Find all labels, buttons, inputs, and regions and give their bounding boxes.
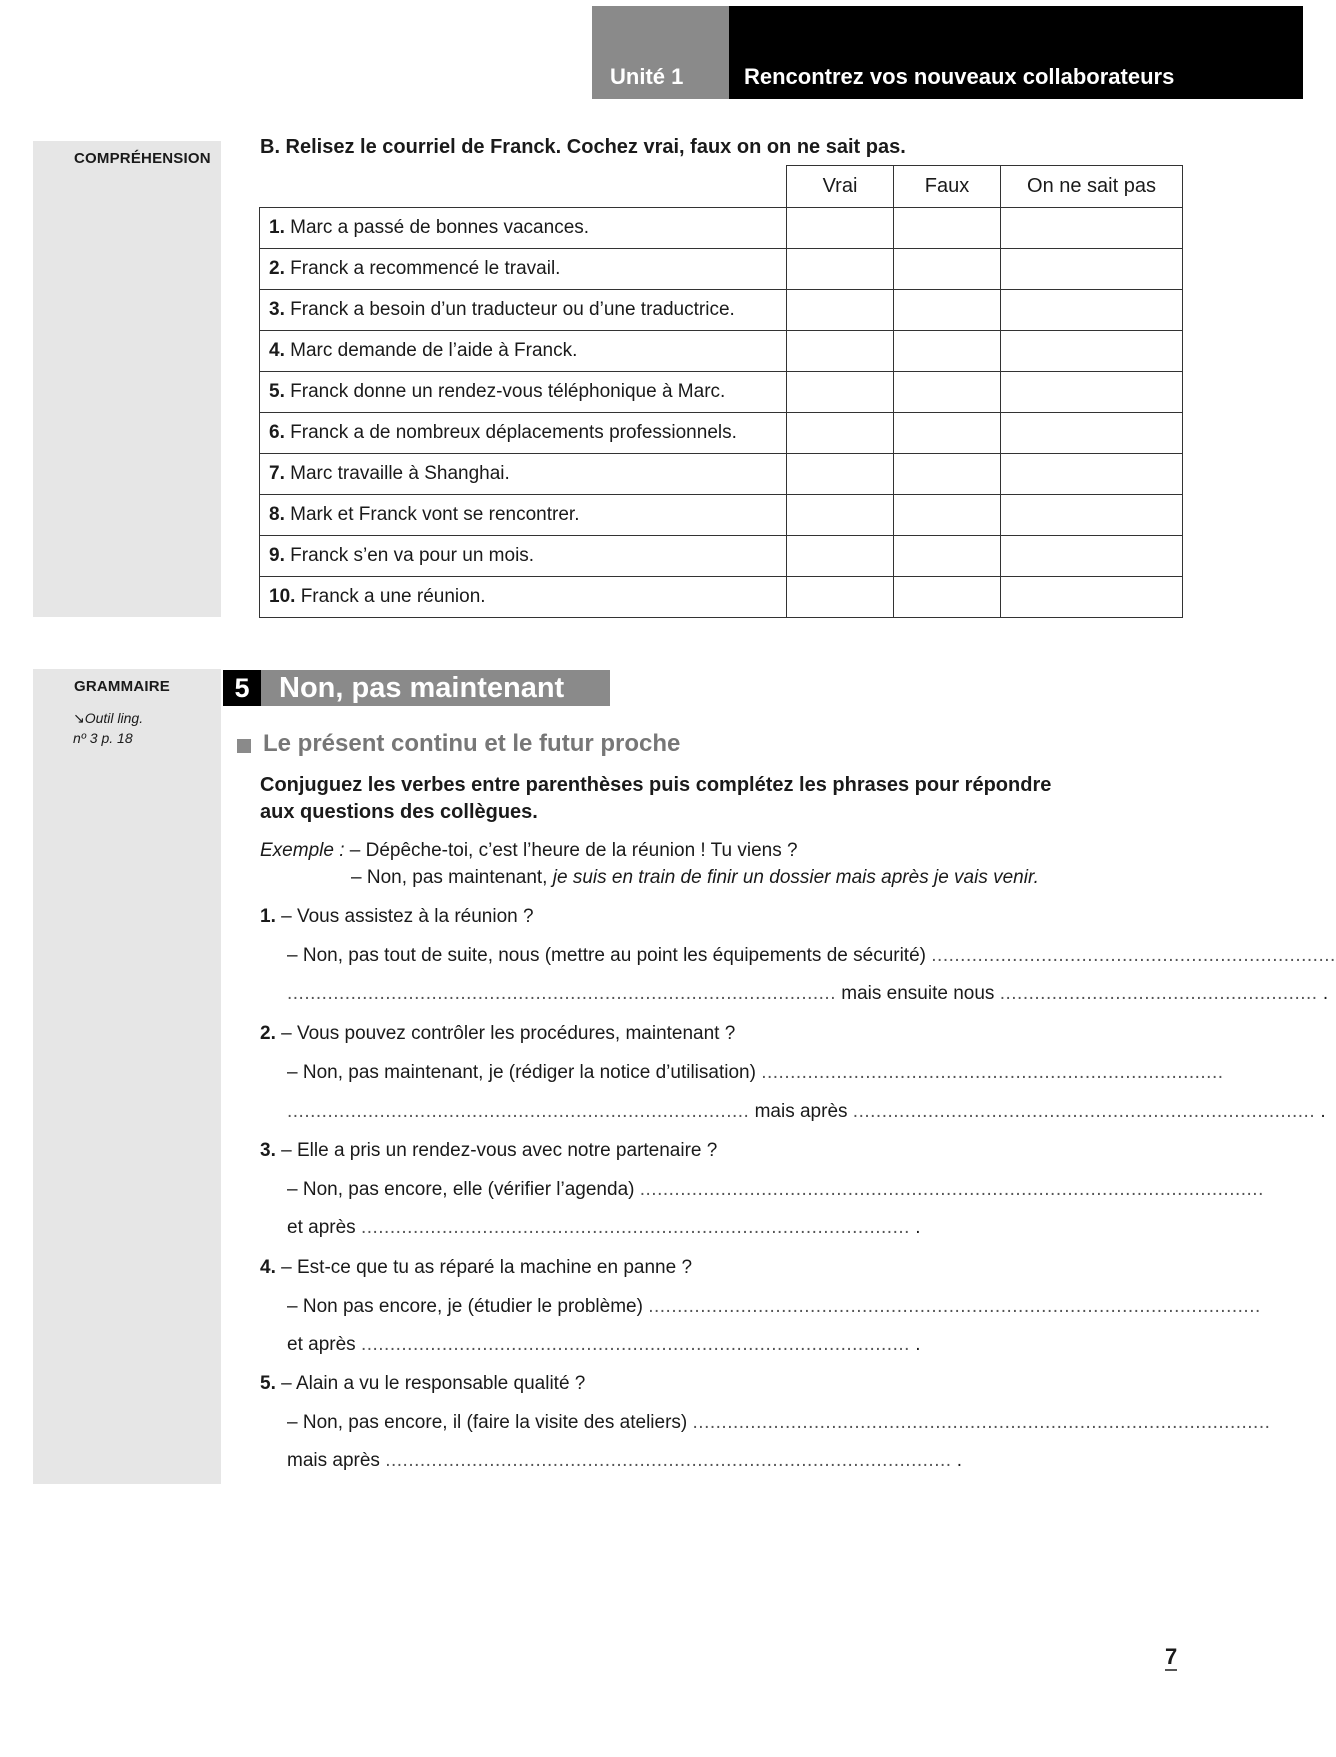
statement-text: Franck a besoin d’un traducteur ou d’une traductrice. bbox=[290, 299, 735, 320]
checkbox-cell-faux[interactable] bbox=[894, 331, 1001, 372]
question-text: – Est-ce que tu as réparé la machine en panne ? bbox=[281, 1257, 693, 1278]
checkbox-cell-vrai[interactable] bbox=[787, 331, 894, 372]
example-line-1 bbox=[260, 840, 798, 862]
checkbox-cell-faux[interactable] bbox=[894, 372, 1001, 413]
statement-number: 1. bbox=[269, 217, 285, 238]
grammaire-sidebar bbox=[33, 669, 221, 1484]
checkbox-cell-faux[interactable] bbox=[894, 536, 1001, 577]
checkbox-cell-vrai[interactable] bbox=[787, 290, 894, 331]
exercise-question bbox=[260, 1140, 717, 1162]
checkbox-cell-faux[interactable] bbox=[894, 249, 1001, 290]
checkbox-cell-on-ne-sait-pas[interactable] bbox=[1001, 454, 1183, 495]
answer-blank[interactable]: .................................................................................................... bbox=[692, 1412, 1271, 1433]
answer-blank[interactable]: ................................................................................ bbox=[287, 1101, 750, 1122]
statement-cell bbox=[260, 331, 787, 372]
checkbox-cell-on-ne-sait-pas[interactable] bbox=[1001, 372, 1183, 413]
statement-number: 9. bbox=[269, 545, 285, 566]
answer-blank[interactable]: ................................................................................ bbox=[852, 1101, 1316, 1122]
ref-line-1: Outil ling. bbox=[84, 710, 144, 726]
checkbox-cell-faux[interactable] bbox=[894, 495, 1001, 536]
column-header-vrai: Vrai bbox=[787, 166, 894, 208]
answer-prompt: – Non, pas tout de suite, nous (mettre au point les équipements de sécurité) bbox=[287, 945, 926, 966]
ref-line-2: nº 3 p. 18 bbox=[73, 730, 133, 746]
statement-cell bbox=[260, 495, 787, 536]
example-label: Exemple : bbox=[260, 840, 345, 861]
example-question: – Dépêche-toi, c’est l’heure de la réunion ! Tu viens ? bbox=[349, 840, 798, 861]
statement-text: Franck a recommencé le travail. bbox=[290, 258, 561, 279]
statement-cell bbox=[260, 413, 787, 454]
exercise-number: 1. bbox=[260, 906, 276, 927]
table-row bbox=[260, 536, 1183, 577]
statement-text: Franck s’en va pour un mois. bbox=[290, 545, 535, 566]
question-text: – Elle a pris un rendez-vous avec notre partenaire ? bbox=[281, 1140, 718, 1161]
statement-text: Marc demande de l’aide à Franck. bbox=[290, 340, 578, 361]
answer-blank[interactable]: ............................................................................................... bbox=[360, 1217, 910, 1238]
answer-connector: et après bbox=[287, 1334, 356, 1355]
table-row bbox=[260, 290, 1183, 331]
statement-cell bbox=[260, 577, 787, 618]
statement-text: Franck a une réunion. bbox=[300, 586, 486, 607]
statement-cell bbox=[260, 372, 787, 413]
statement-text: Marc travaille à Shanghai. bbox=[290, 463, 510, 484]
statement-cell bbox=[260, 536, 787, 577]
statement-number: 5. bbox=[269, 381, 285, 402]
checkbox-cell-faux[interactable] bbox=[894, 454, 1001, 495]
checkbox-cell-on-ne-sait-pas[interactable] bbox=[1001, 413, 1183, 454]
checkbox-cell-on-ne-sait-pas[interactable] bbox=[1001, 495, 1183, 536]
checkbox-cell-vrai[interactable] bbox=[787, 372, 894, 413]
grammaire-label: GRAMMAIRE bbox=[74, 678, 170, 695]
statement-text: Mark et Franck vont se rencontrer. bbox=[290, 504, 580, 525]
answer-blank[interactable]: ....................................................... bbox=[999, 983, 1318, 1004]
checkbox-cell-on-ne-sait-pas[interactable] bbox=[1001, 249, 1183, 290]
answer-blank[interactable]: ............................................................................................... bbox=[360, 1334, 910, 1355]
answer-prompt: – Non, pas encore, il (faire la visite des ateliers) bbox=[287, 1412, 688, 1433]
statement-cell bbox=[260, 208, 787, 249]
answer-blank[interactable]: ................................................................................ bbox=[761, 1062, 1224, 1083]
answer-connector: mais après bbox=[287, 1450, 380, 1471]
exercise-number: 4. bbox=[260, 1257, 276, 1278]
exercise-question bbox=[260, 1373, 585, 1395]
answer-blank[interactable]: ...................................................................... bbox=[931, 945, 1336, 966]
answer-line-1 bbox=[287, 945, 1336, 967]
answer-line-2: mais après .................................................................................................. . bbox=[287, 1450, 963, 1471]
answer-blank[interactable]: ............................................................................................... bbox=[287, 983, 836, 1004]
answer-line-1 bbox=[287, 1062, 1224, 1084]
exercise-question bbox=[260, 1023, 735, 1045]
statement-number: 7. bbox=[269, 463, 285, 484]
checkbox-cell-on-ne-sait-pas[interactable] bbox=[1001, 208, 1183, 249]
statement-number: 10. bbox=[269, 586, 296, 607]
example-answer-plain: – Non, pas maintenant, bbox=[351, 867, 548, 888]
checkbox-cell-faux[interactable] bbox=[894, 290, 1001, 331]
checkbox-cell-vrai[interactable] bbox=[787, 249, 894, 290]
table-row bbox=[260, 495, 1183, 536]
answer-prompt: – Non, pas encore, elle (vérifier l’agenda) bbox=[287, 1179, 635, 1200]
exercise-number: 5. bbox=[260, 1373, 276, 1394]
answer-connector: mais après bbox=[754, 1101, 848, 1122]
checkbox-cell-faux[interactable] bbox=[894, 577, 1001, 618]
checkbox-cell-faux[interactable] bbox=[894, 208, 1001, 249]
answer-blank[interactable]: .................................................................................................. bbox=[385, 1450, 952, 1471]
exercise-question bbox=[260, 1257, 692, 1279]
statement-text: Franck a de nombreux déplacements professionnels. bbox=[290, 422, 737, 443]
checkbox-cell-vrai[interactable] bbox=[787, 454, 894, 495]
table-row bbox=[260, 331, 1183, 372]
answer-line-2: et après ............................................................................................... . bbox=[287, 1334, 921, 1355]
arrow-icon: ↘ bbox=[73, 710, 85, 726]
checkbox-cell-vrai[interactable] bbox=[787, 208, 894, 249]
column-header-faux: Faux bbox=[894, 166, 1001, 208]
checkbox-cell-vrai[interactable] bbox=[787, 577, 894, 618]
table-row bbox=[260, 372, 1183, 413]
square-bullet-icon bbox=[237, 739, 251, 753]
unit-label: Unité 1 bbox=[592, 6, 729, 99]
answer-line-1 bbox=[287, 1412, 1270, 1434]
exercise-number: 2. bbox=[260, 1023, 276, 1044]
exercise-question bbox=[260, 906, 534, 928]
table-row bbox=[260, 454, 1183, 495]
answer-line-1 bbox=[287, 1179, 1264, 1201]
question-text: – Alain a vu le responsable qualité ? bbox=[281, 1373, 586, 1394]
answer-connector: mais ensuite nous bbox=[841, 983, 995, 1004]
checkbox-cell-on-ne-sait-pas[interactable] bbox=[1001, 331, 1183, 372]
statement-cell bbox=[260, 454, 787, 495]
section-title: Non, pas maintenant bbox=[261, 670, 610, 706]
statement-number: 2. bbox=[269, 258, 285, 279]
exercise-number: 3. bbox=[260, 1140, 276, 1161]
checkbox-cell-on-ne-sait-pas[interactable] bbox=[1001, 290, 1183, 331]
table-row bbox=[260, 413, 1183, 454]
table-row bbox=[260, 249, 1183, 290]
comprehension-instruction: B. Relisez le courriel de Franck. Cochez vrai, faux on on ne sait pas. bbox=[260, 136, 906, 158]
statement-number: 3. bbox=[269, 299, 285, 320]
answer-connector: et après bbox=[287, 1217, 356, 1238]
grammar-instruction: Conjuguez les verbes entre parenthèses puis complétez les phrases pour répondre aux questions des collègues. bbox=[260, 774, 1052, 823]
statement-number: 8. bbox=[269, 504, 285, 525]
column-header-on-ne-sait-pas: On ne sait pas bbox=[1001, 166, 1183, 208]
answer-line-2: ................................................................................ mais après ................................................................................ . bbox=[287, 1101, 1326, 1122]
statement-text: Marc a passé de bonnes vacances. bbox=[290, 217, 590, 238]
grammar-subheading: Le présent continu et le futur proche bbox=[263, 730, 681, 757]
answer-line-2: et après ............................................................................................... . bbox=[287, 1217, 921, 1238]
true-false-table bbox=[259, 165, 1183, 618]
checkbox-cell-vrai[interactable] bbox=[787, 536, 894, 577]
statement-cell bbox=[260, 249, 787, 290]
section-number: 5 bbox=[223, 670, 261, 706]
checkbox-cell-vrai[interactable] bbox=[787, 495, 894, 536]
answer-line-2: ............................................................................................... mais ensuite nous ....................................................... . bbox=[287, 983, 1329, 1004]
unit-title: Rencontrez vos nouveaux collaborateurs bbox=[729, 6, 1303, 99]
question-text: – Vous assistez à la réunion ? bbox=[281, 906, 534, 927]
comprehension-label: COMPRÉHENSION bbox=[74, 150, 211, 167]
question-text: – Vous pouvez contrôler les procédures, maintenant ? bbox=[281, 1023, 736, 1044]
statement-number: 6. bbox=[269, 422, 285, 443]
answer-prompt: – Non pas encore, je (étudier le problème) bbox=[287, 1296, 643, 1317]
statement-text: Franck donne un rendez-vous téléphonique à Marc. bbox=[290, 381, 726, 402]
example-answer-italic: je suis en train de finir un dossier mais après je vais venir. bbox=[552, 867, 1039, 888]
answer-blank[interactable]: ............................................................................................................ bbox=[639, 1179, 1264, 1200]
answer-blank[interactable]: .......................................................................................................... bbox=[648, 1296, 1261, 1317]
outil-ling-reference bbox=[73, 708, 143, 748]
statement-cell bbox=[260, 290, 787, 331]
checkbox-cell-on-ne-sait-pas[interactable] bbox=[1001, 577, 1183, 618]
example-line-2 bbox=[351, 867, 1039, 889]
statement-number: 4. bbox=[269, 340, 285, 361]
checkbox-cell-faux[interactable] bbox=[894, 413, 1001, 454]
table-row bbox=[260, 208, 1183, 249]
table-row bbox=[260, 577, 1183, 618]
answer-prompt: – Non, pas maintenant, je (rédiger la notice d’utilisation) bbox=[287, 1062, 756, 1083]
answer-line-1 bbox=[287, 1296, 1261, 1318]
checkbox-cell-on-ne-sait-pas[interactable] bbox=[1001, 536, 1183, 577]
page-number: 7 bbox=[1165, 1644, 1178, 1669]
comprehension-sidebar bbox=[33, 141, 221, 617]
checkbox-cell-vrai[interactable] bbox=[787, 413, 894, 454]
